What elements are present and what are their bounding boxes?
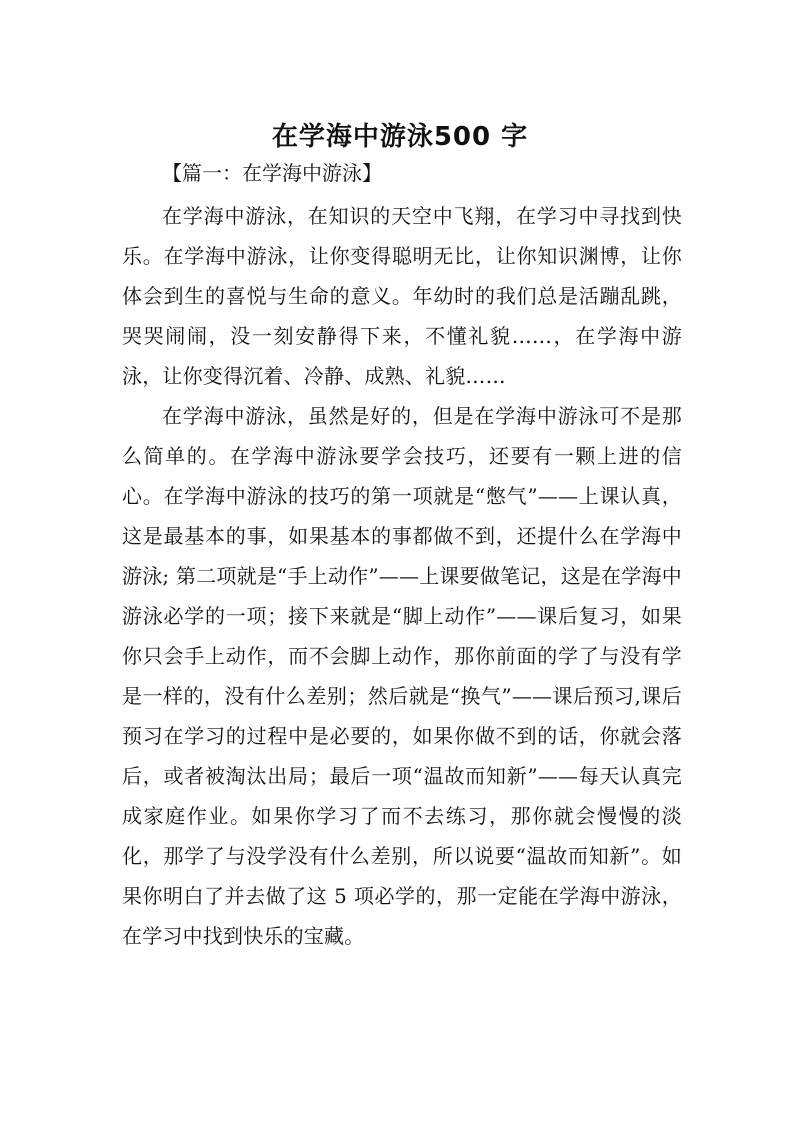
paragraph-1: 在学海中游泳，在知识的天空中飞翔，在学习中寻找到快乐。在学海中游泳，让你变得聪明无比，让你知识渊博，让你体会到生的喜悦与生命的意义。年幼时的我们总是活蹦乱跳，哭哭闹闹，没一刻安静得下来，不懂礼貌……，在学海中游泳，让你变得沉着、冷静、成熟、礼貌……: [122, 204, 682, 388]
paragraph-2: 在学海中游泳，虽然是好的，但是在学海中游泳可不是那么简单的。在学海中游泳要学会技巧，还要有一颗上进的信心。在学海中游泳的技巧的第一项就是“憋气”——上课认真，这是最基本的事，如果基本的事都做不到，还提什么在学海中游泳; 第二项就是“手上动作”——上课要做笔记，这是在学海中游泳必学的一项；接下来就是“脚上动作”——课后复习，如果你只会手上动作，而不会脚上动作，那你前面的学了与没有学是一样的，没有什么差别；然后就是“换气”——课后预习,课后预习在学习的过程中是必要的，如果你做不到的话，你就会落后，或者被淘汰出局；最后一项“温故而知新”——每天认真完成家庭作业。如果你学习了而不去练习，那你就会慢慢的淡化，那学了与没学没有什么差别，所以说要“温故而知新”。如果你明白了并去做了这 5 项必学的，那一定能在学海中游泳，在学习中找到快乐的宝藏。: [122, 404, 682, 948]
document-body: [122, 196, 682, 956]
section-heading: 【篇一：在学海中游泳】: [162, 161, 382, 185]
document-title: 在学海中游泳500 字: [271, 122, 529, 153]
